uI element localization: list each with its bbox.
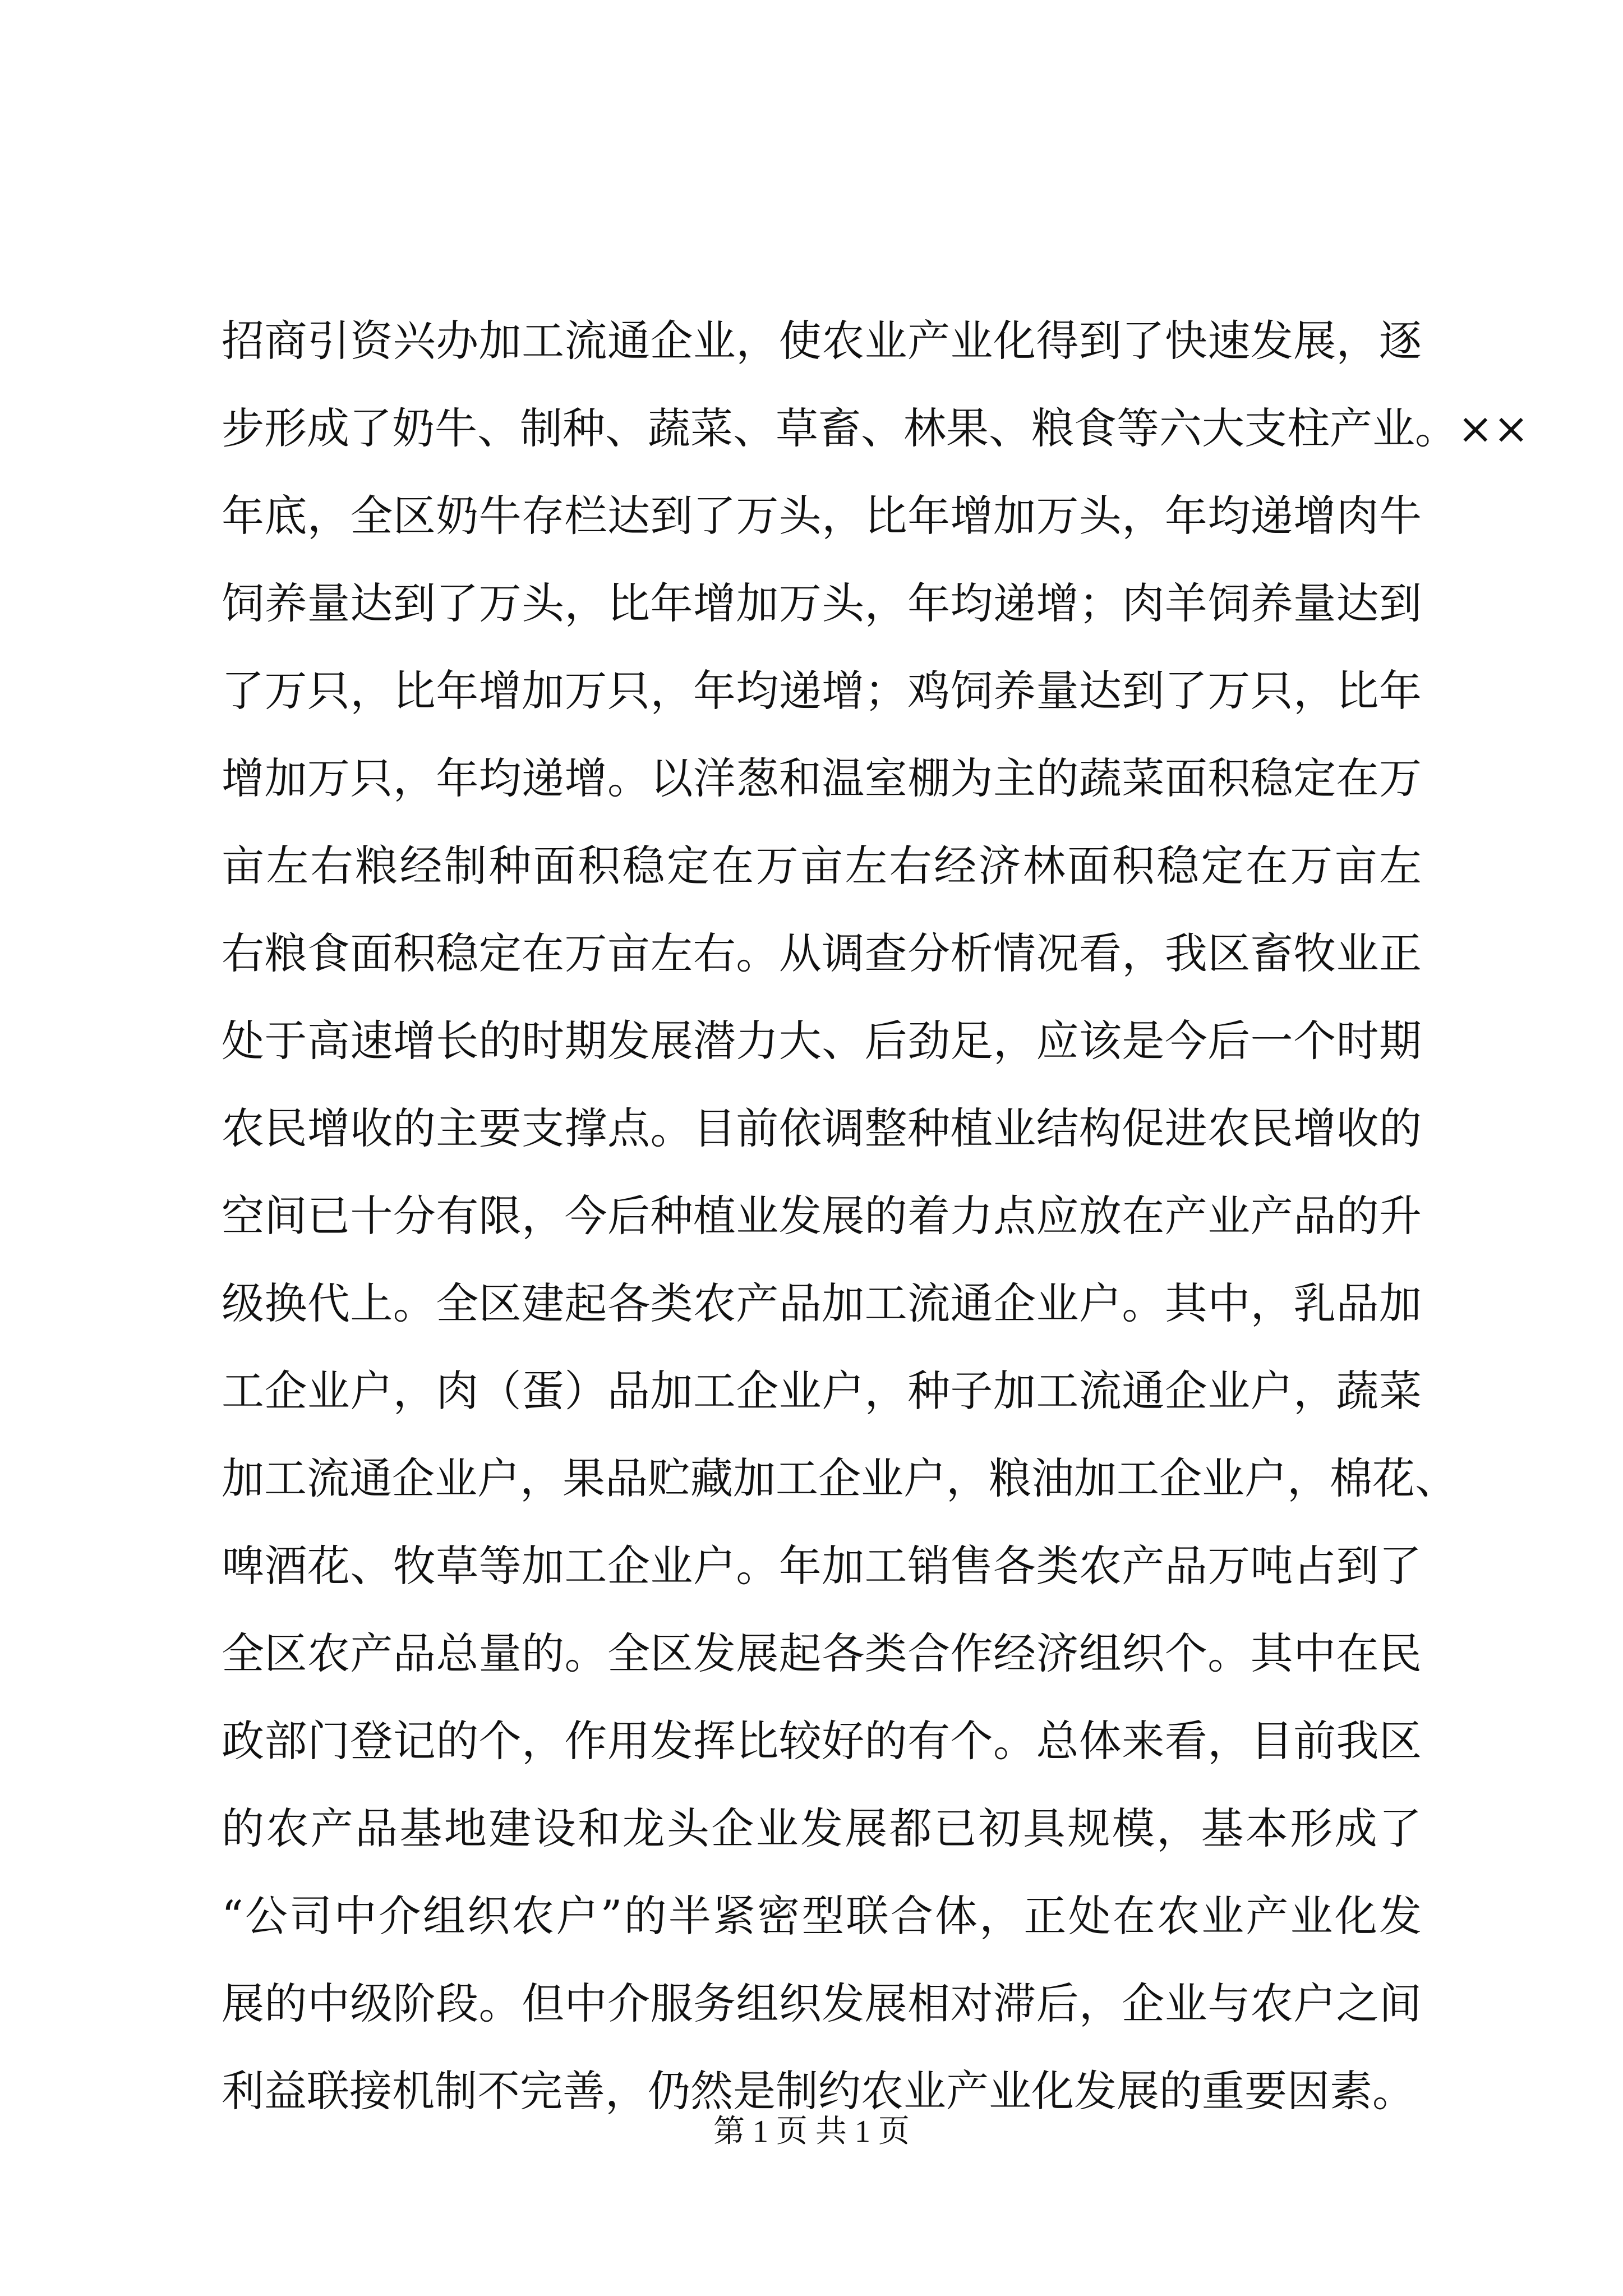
text-line: 农民增收的主要支撑点。目前依调整种植业结构促进农民增收的 xyxy=(222,1103,1422,1153)
text-line: 亩左右粮经制种面积稳定在万亩左右经济林面积稳定在万亩左 xyxy=(222,841,1422,891)
text-line: 年底，全区奶牛存栏达到了万头，比年增加万头，年均递增肉牛 xyxy=(222,491,1422,541)
text-line: “公司中介组织农户”的半紧密型联合体，正处在农业产业化发 xyxy=(222,1891,1422,1941)
page-number-label: 第 1 页 共 1 页 xyxy=(713,2114,910,2149)
text-line: 饲养量达到了万头，比年增加万头，年均递增；肉羊饲养量达到 xyxy=(222,578,1422,628)
page-footer xyxy=(0,2109,1623,2154)
body-text xyxy=(222,297,1529,2135)
text-line: 政部门登记的个，作用发挥比较好的有个。总体来看，目前我区 xyxy=(222,1716,1422,1766)
text-line: 步形成了奶牛、制种、蔬菜、草畜、林果、粮食等六大支柱产业。×× xyxy=(222,403,1529,453)
text-line: 增加万只，年均递增。以洋葱和温室棚为主的蔬菜面积稳定在万 xyxy=(222,753,1422,803)
text-line: 工企业户，肉（蛋）品加工企业户，种子加工流通企业户，蔬菜 xyxy=(222,1366,1422,1416)
text-line: 的农产品基地建设和龙头企业发展都已初具规模，基本形成了 xyxy=(222,1803,1422,1853)
text-line: 右粮食面积稳定在万亩左右。从调查分析情况看，我区畜牧业正 xyxy=(222,928,1422,978)
text-line: 处于高速增长的时期发展潜力大、后劲足，应该是今后一个时期 xyxy=(222,1016,1422,1066)
text-line: 全区农产品总量的。全区发展起各类合作经济组织个。其中在民 xyxy=(222,1628,1422,1678)
text-line: 加工流通企业户，果品贮藏加工企业户，粮油加工企业户，棉花、 xyxy=(222,1453,1458,1503)
text-line: 展的中级阶段。但中介服务组织发展相对滞后，企业与农户之间 xyxy=(222,1978,1422,2028)
text-line: 利益联接机制不完善，仍然是制约农业产业化发展的重要因素。 xyxy=(222,2066,1415,2116)
text-line: 空间已十分有限，今后种植业发展的着力点应放在产业产品的升 xyxy=(222,1191,1422,1241)
text-line: 啤酒花、牧草等加工企业户。年加工销售各类农产品万吨占到了 xyxy=(222,1541,1422,1591)
text-line: 招商引资兴办加工流通企业，使农业产业化得到了快速发展，逐 xyxy=(222,316,1422,366)
text-line: 了万只，比年增加万只，年均递增；鸡饲养量达到了万只，比年 xyxy=(222,666,1422,716)
text-line: 级换代上。全区建起各类农产品加工流通企业户。其中，乳品加 xyxy=(222,1278,1422,1328)
